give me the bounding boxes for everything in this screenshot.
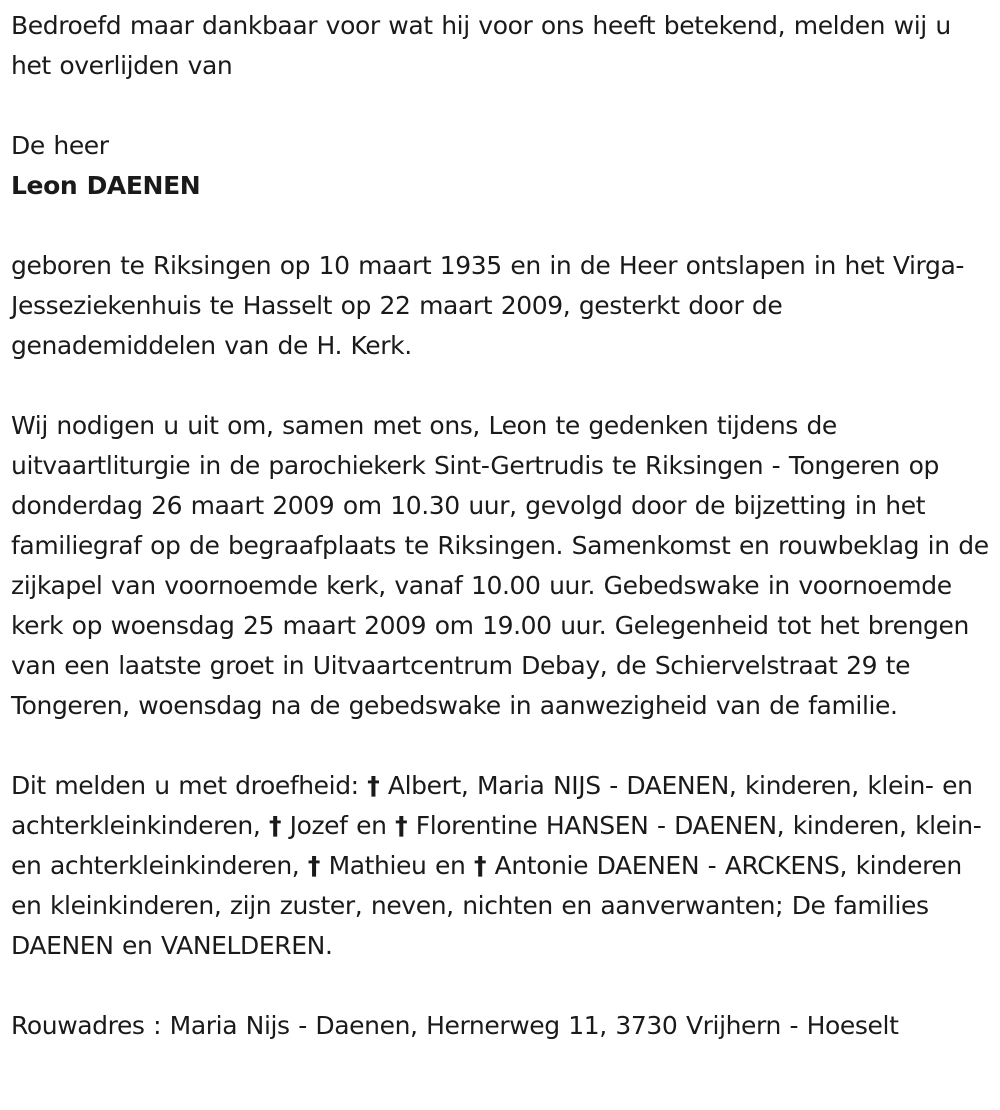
family-lead: Dit melden u met droefheid: [11, 771, 368, 800]
deceased-title: De heer [11, 131, 109, 160]
cross-icon: † [307, 851, 321, 880]
mourning-address: Rouwadres : Maria Nijs - Daenen, Hernerweg 11, 3730 Vrijhern - Hoeselt [11, 1011, 899, 1040]
birth-death-text: geboren te Riksingen op 10 maart 1935 en in de Heer ontslapen in het Virga-Jesseziekenhuis te Hasselt op 22 maart 2009, gesterkt door de genademiddelen van de H. Kerk. [11, 251, 964, 360]
cross-icon: † [474, 851, 487, 880]
deceased-name: Leon DAENEN [11, 171, 201, 200]
cross-icon: † [268, 811, 282, 840]
family-part: Mathieu en [328, 851, 474, 880]
spacer [11, 726, 992, 766]
spacer [11, 206, 992, 246]
family-part: Antonie DAENEN - ARCKENS, kinderen en kleinkinderen, zijn zuster, neven, nichten en aanverwanten; De families DAENEN en VANELDEREN. [11, 851, 962, 960]
family-part: Albert, Maria NIJS - DAENEN, kinderen, klein- en achterkleinkinderen, [11, 771, 973, 840]
family-text [11, 766, 992, 966]
spacer [11, 86, 992, 126]
spacer [11, 366, 992, 406]
family-part: Florentine HANSEN - DAENEN, kinderen, klein- en achterkleinkinderen, [11, 811, 982, 880]
cross-icon: † [395, 811, 408, 840]
spacer [11, 966, 992, 1006]
funeral-text: Wij nodigen u uit om, samen met ons, Leon te gedenken tijdens de uitvaartliturgie in de parochiekerk Sint-Gertrudis te Riksingen - Tongeren op donderdag 26 maart 2009 om 10.30 uur, gevolgd door de bijzetting in het familiegraf op de begraafplaats te Riksingen. Samenkomst en rouwbeklag in de zijkapel van voornoemde kerk, vanaf 10.00 uur. Gebedswake in voornoemde kerk op woensdag 25 maart 2009 om 19.00 uur. Gelegenheid tot het brengen van een laatste groet in Uitvaartcentrum Debay, de Schiervelstraat 29 te Tongeren, woensdag na de gebedswake in aanwezigheid van de familie. [11, 411, 989, 720]
intro-text: Bedroefd maar dankbaar voor wat hij voor ons heeft betekend, melden wij u het overlijden van [11, 11, 951, 80]
cross-icon: † [367, 771, 380, 800]
family-part: Jozef en [289, 811, 396, 840]
